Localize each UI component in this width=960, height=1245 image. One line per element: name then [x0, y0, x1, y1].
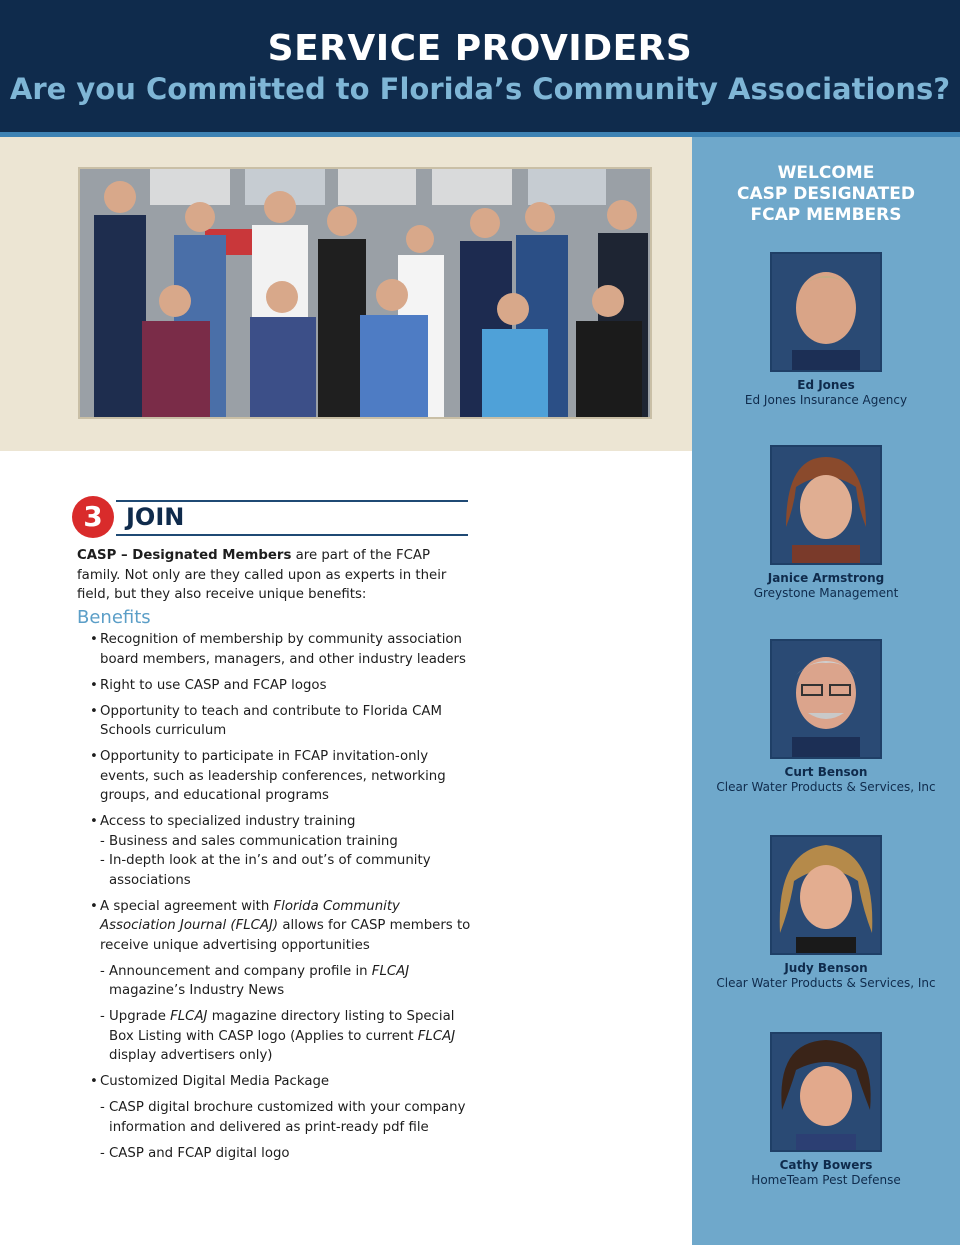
- benefit-text: - Announcement and company profile in: [100, 963, 372, 979]
- group-photo-image: [80, 169, 650, 417]
- member-portrait: [770, 1032, 882, 1152]
- journal-name: Florida Community Association Journal (FLCAJ): [100, 898, 400, 933]
- journal-abbrev: FLCAJ: [417, 1028, 456, 1044]
- intro-text: are part of the FCAP family. Not only are they called upon as experts in their field, but they also receive unique benefits:: [77, 548, 447, 602]
- page-title: SERVICE PROVIDERS: [267, 28, 693, 69]
- welcome-line: CASP DESIGNATED: [737, 184, 915, 204]
- benefit-subitem: - CASP and FCAP digital logo: [100, 1145, 290, 1161]
- member-card: [692, 835, 960, 990]
- page-header: [0, 0, 960, 132]
- member-name: Cathy Bowers: [779, 1158, 873, 1172]
- benefit-text: A special agreement with: [100, 898, 274, 914]
- member-portrait: [770, 445, 882, 565]
- member-card: [692, 639, 960, 794]
- join-intro: [77, 546, 472, 605]
- benefits-heading: Benefits: [77, 607, 151, 628]
- benefit-item: [88, 897, 472, 956]
- page-subtitle: Are you Committed to Florida’s Community Associations?: [9, 72, 951, 106]
- member-portrait: [770, 835, 882, 955]
- benefit-text: display advertisers only): [109, 1048, 273, 1063]
- benefit-subitem: - Business and sales communication training: [100, 833, 398, 849]
- benefit-item: • Recognition of membership by community association board members, managers, and other industry leaders: [88, 630, 472, 669]
- journal-abbrev: FLCAJ: [170, 1009, 208, 1024]
- benefit-item: • Opportunity to teach and contribute to Florida CAM Schools curriculum: [88, 702, 472, 741]
- benefit-subitem: - CASP digital brochure customized with your company information and delivered as print-ready pdf file: [100, 1100, 466, 1135]
- benefit-item: • Access to specialized industry training: [88, 812, 472, 832]
- member-sidebar: [692, 137, 960, 1245]
- benefit-text: magazine’s Industry News: [109, 983, 285, 998]
- benefit-item: • Customized Digital Media Package: [88, 1072, 472, 1092]
- member-name: Judy Benson: [784, 961, 868, 975]
- member-card: [692, 1032, 960, 1187]
- group-photo: [78, 167, 652, 419]
- benefit-text: - Upgrade: [100, 1009, 171, 1024]
- member-company: Clear Water Products & Services, Inc: [716, 780, 936, 794]
- member-card: [692, 252, 960, 407]
- benefit-subitem: [88, 962, 472, 1001]
- member-company: Ed Jones Insurance Agency: [744, 393, 908, 407]
- welcome-line: FCAP MEMBERS: [750, 205, 902, 225]
- heading-rule-top: [116, 500, 468, 502]
- member-card: [692, 445, 960, 600]
- member-company: Greystone Management: [753, 586, 899, 600]
- member-name: Janice Armstrong: [767, 571, 885, 585]
- welcome-line: WELCOME: [777, 163, 875, 183]
- member-company: Clear Water Products & Services, Inc: [716, 976, 936, 990]
- benefit-subitem: - In-depth look at the in’s and out’s of community associations: [100, 853, 431, 888]
- step-number-badge: 3: [72, 496, 114, 538]
- join-title: JOIN: [126, 503, 185, 531]
- intro-bold: CASP – Designated Members: [77, 548, 292, 563]
- member-name: Curt Benson: [784, 765, 868, 779]
- benefit-subitem: [88, 1007, 472, 1066]
- member-company: HomeTeam Pest Defense: [751, 1173, 901, 1187]
- benefits-list: [88, 630, 472, 1163]
- member-name: Ed Jones: [797, 378, 855, 392]
- benefit-item: • Opportunity to participate in FCAP invitation-only events, such as leadership conferences, networking groups, and educational programs: [88, 747, 472, 806]
- join-heading: [72, 496, 468, 540]
- heading-rule-bottom: [116, 534, 468, 536]
- member-portrait: [770, 639, 882, 759]
- welcome-heading: [692, 163, 960, 226]
- benefit-text: allows for CASP members to receive unique advertising opportunities: [100, 918, 471, 953]
- benefit-item: • Right to use CASP and FCAP logos: [88, 676, 472, 696]
- member-portrait: [770, 252, 882, 372]
- journal-abbrev: FLCAJ: [371, 963, 410, 979]
- benefit-text: magazine directory listing to Special Box Listing with CASP logo (Applies to current: [109, 1009, 455, 1044]
